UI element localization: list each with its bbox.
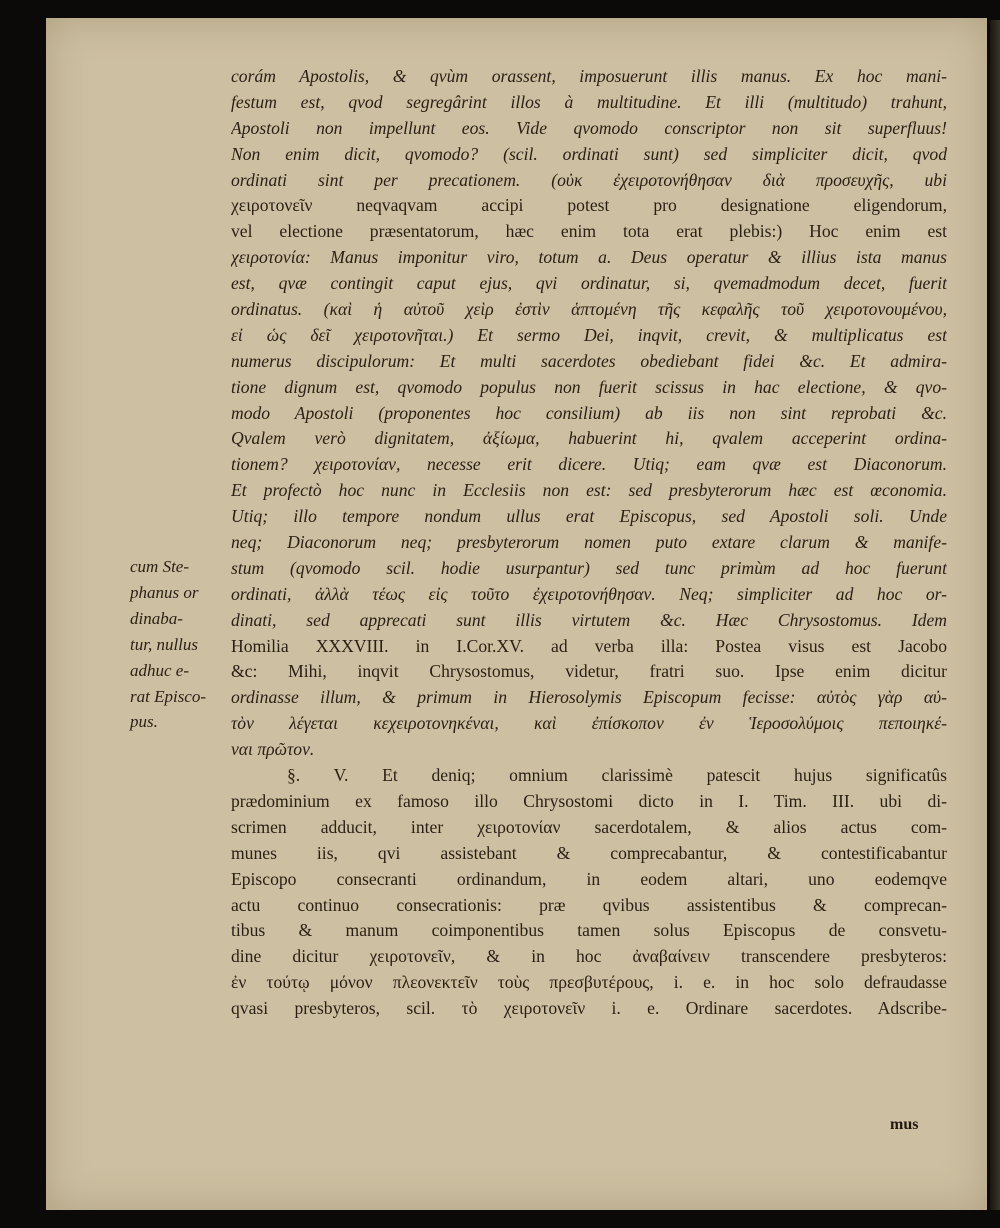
margin-note-line: adhuc e- [130,660,190,680]
margin-note [130,554,226,735]
text-line: actu continuo consecrationis: præ qvibus assistentibus & comprecan- [231,894,947,915]
text-line: ordinatus. (καὶ ἡ αὐτοῦ χεὶρ ἐστὶν ἁπτομένη τῆς κεφαλῆς τοῦ χειροτονουμένου, [231,299,947,320]
text-line: dine dicitur χειροτονεῖν, & in hoc ἀναβαίνειν transcendere presbyteros: [231,946,947,967]
text-line: neq; Diaconorum neq; presbyterorum nomen puto extare clarum & manife- [231,532,947,553]
margin-note-line: pus. [130,712,158,732]
text-line: &c: Mihi, inqvit Chrysostomus, videtur, fratri suo. Ipse enim dicitur [231,661,947,682]
text-line: munes iis, qvi assistebant & comprecabantur, & contestificabantur [231,842,947,863]
text-line: tibus & manum coimponentibus tamen solus Episcopus de consvetu- [231,920,947,941]
text-line: εἰ ὡς δεῖ χειροτονῆται.) Et sermo Dei, inqvit, crevit, & multiplicatus est [231,324,947,345]
text-line: vel electione præsentatorum, hæc enim tota erat plebis:) Hoc enim est [231,221,947,242]
text-line: Episcopo consecranti ordinandum, in eodem altari, uno eodemqve [231,868,947,889]
text-line: tione dignum est, qvomodo populus non fuerit scissus in hac electione, & qvo- [231,376,947,397]
main-text-block [231,64,947,1022]
text-line: Homilia XXXVIII. in I.Cor.XV. ad verba illa: Postea visus est Jacobo [231,635,947,656]
margin-note-line: phanus or [130,582,199,602]
text-line: τὸν λέγεται κεχειροτονηκέναι, καὶ ἐπίσκοπον ἐν Ἱεροσολύμοις πεποιηκέ- [231,713,947,734]
text-line: ordinasse illum, & primum in Hierosolymis Episcopum fecisse: αὐτὸς γὰρ αὐ- [231,687,947,708]
text-line: est, qvæ contingit caput ejus, qvi ordinatur, si, qvemadmodum decet, fuerit [231,273,947,294]
text-line: ordinati sint per precationem. (οὐκ ἐχειροτονήθησαν διὰ προσευχῆς, ubi [231,169,947,190]
text-line: tionem? χειροτονίαν, necesse erit dicere. Utiq; eam qvæ est Diaconorum. [231,454,947,475]
text-line: dinati, sed apprecati sunt illis virtutem &c. Hæc Chrysostomus. Idem [231,609,947,630]
margin-note-line: tur, nullus [130,634,199,654]
catchword: mus [890,1116,919,1133]
text-line: Qvalem verò dignitatem, ἀξίωμα, habuerint hi, qvalem acceperint ordina- [231,428,947,449]
text-line: χειροτονία: Manus imponitur viro, totum a. Deus operatur & illius ista manus [231,247,947,268]
text-line: modo Apostoli (proponentes hoc consilium) ab iis non sint reprobati &c. [231,402,947,423]
text-line: Apostoli non impellunt eos. Vide qvomodo conscriptor non sit superfluus! [231,117,947,138]
text-line: ἐν τούτῳ μόνον πλεονεκτεῖν τοὺς πρεσβυτέρους, i. e. in hoc solo defraudasse [231,972,947,993]
text-line: scrimen adducit, inter χειροτονίαν sacerdotalem, & alios actus com- [231,816,947,837]
section-heading-line: §. V. Et deniq; omnium clarissimè patescit hujus significatûs [287,765,947,786]
text-line: corám Apostolis, & qvùm orassent, imposuerunt illis manus. Ex hoc mani- [231,66,947,86]
text-line: stum (qvomodo scil. hodie usurpantur) sed tunc primùm ad hoc fuerunt [231,557,947,578]
margin-note-line: cum Ste- [130,557,190,576]
text-line: Utiq; illo tempore nondum ullus erat Episcopus, sed Apostoli soli. Unde [231,506,947,527]
margin-note-line: dinaba- [130,608,183,628]
text-line: qvasi presbyteros, scil. τὸ χειροτονεῖν i. e. Ordinare sacerdotes. Adscribe- [231,998,947,1019]
margin-note-line: rat Episco- [130,686,207,706]
text-line: Et profectò hoc nunc in Ecclesiis non est: sed presbyterorum hæc est œconomia. [231,480,947,501]
text-line: numerus discipulorum: Et multi sacerdotes obediebant fidei &c. Et admira- [231,350,947,371]
page-edge [990,20,1000,1210]
text-line: festum est, qvod segregârint illos à multitudine. Et illi (multitudo) trahunt, [231,91,947,112]
text-line: prædominium ex famoso illo Chrysostomi dicto in I. Tim. III. ubi di- [231,790,947,811]
text-line: Non enim dicit, qvomodo? (scil. ordinati sunt) sed simpliciter dicit, qvod [231,143,947,164]
text-line: χειροτονεῖν neqvaqvam accipi potest pro designatione eligendorum, [231,195,947,216]
text-line: ναι πρῶτον. [231,739,315,760]
text-line: ordinati, ἀλλὰ τέως εἰς τοῦτο ἐχειροτονήθησαν. Neq; simpliciter ad hoc or- [231,583,947,604]
